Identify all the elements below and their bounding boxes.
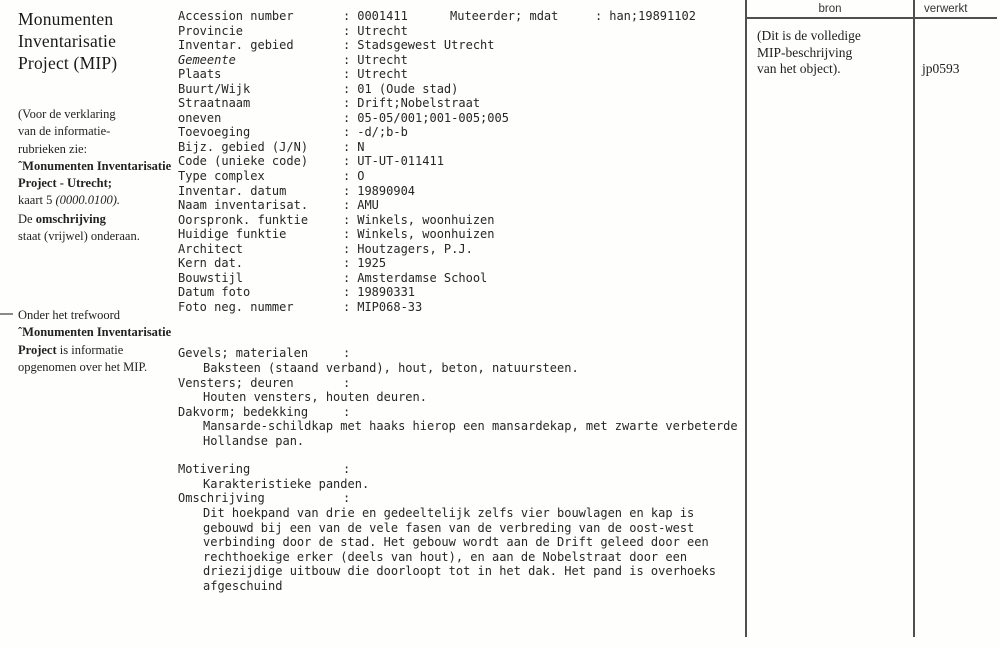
field-separator: : (343, 96, 351, 111)
section-separator: : (343, 346, 351, 361)
field-row (178, 53, 756, 68)
field-label: Code (unieke code) (178, 154, 309, 169)
field-value: UT-UT-011411 (357, 154, 444, 169)
note-line: van de informatie- (18, 124, 111, 139)
field-separator: : (343, 23, 351, 38)
section-body (178, 477, 756, 492)
field-separator: : (343, 81, 351, 96)
field-value: MIP068-33 (357, 299, 423, 314)
field-label: Accession number (178, 9, 294, 23)
note-line: Onder het trefwoord (18, 308, 121, 322)
field-value: 05-05/001;001-005;005 (357, 110, 509, 125)
section-body-line: Karakteristieke panden. (203, 476, 370, 491)
sidebar-note-explanation (18, 106, 171, 210)
section-body-line: verbinding door de stad. Het gebouw wordt aan de Drift geleed door een (203, 535, 709, 550)
note-line: rubrieken zie: (18, 141, 88, 156)
field-row (178, 154, 756, 169)
section-heading (178, 376, 756, 391)
section-separator: : (343, 404, 351, 419)
field-value: han;19891102 (609, 9, 696, 23)
field-value: Winkels, woonhuizen (357, 212, 495, 227)
note-line-bold: ˆMonumenten Inventarisatie (18, 325, 172, 340)
section-body-line: Baksteen (staand verband), hout, beton, natuursteen. (203, 361, 579, 376)
note-line: MIP-beschrijving (757, 44, 853, 60)
field-value: Utrecht (357, 67, 408, 82)
field-separator: : (595, 9, 603, 23)
note-line: staat (vrijwel) onderaan. (18, 229, 140, 244)
field-value: Amsterdamse School (357, 270, 488, 285)
field-label: Gemeente (178, 52, 236, 67)
field-label: Inventar. datum (178, 183, 287, 198)
sidebar-note-omschrijving (18, 211, 140, 246)
field-row (178, 82, 756, 97)
field-label: Provincie (178, 23, 244, 38)
section-body-line: rechthoekige erker (deels van hout), en aan de Nobelstraat door een (203, 549, 688, 564)
field-label: Buurt/Wijk (178, 81, 251, 96)
field-value: 19890904 (357, 183, 416, 198)
field-label: Oorspronk. funktie (178, 212, 309, 227)
field-row (178, 242, 756, 257)
field-row (178, 285, 756, 300)
note-line: kaart 5 (0000.0100). (18, 193, 121, 208)
field-row (178, 184, 756, 199)
note-line: Project is informatie (18, 342, 124, 357)
section-label: Omschrijving (178, 491, 265, 506)
field-value: AMU (357, 198, 379, 213)
note-line: De omschrijving (18, 212, 106, 226)
section-body-line: Dit hoekpand van drie en gedeeltelijk zelfs vier bouwlagen en kap is (203, 505, 695, 520)
field-separator: : (343, 38, 351, 53)
section-separator: : (343, 491, 351, 506)
rule-vertical-left (745, 0, 747, 637)
field-row (178, 198, 756, 213)
description-sections (178, 346, 756, 593)
field-row (178, 300, 756, 315)
section-heading (178, 491, 756, 506)
field-row (178, 24, 756, 39)
field-value: Utrecht (357, 23, 408, 38)
field-label: Architect (178, 241, 244, 256)
field-separator: : (343, 125, 351, 140)
field-label: Toevoeging (178, 125, 251, 140)
note-line: (Dit is de volledige (757, 28, 861, 43)
field-value: Drift;Nobelstraat (357, 96, 481, 111)
field-separator: : (343, 285, 351, 300)
section-body-line: driezijdige uitbouw die doorloopt tot in het dak. Het pand is overhoeks (203, 564, 716, 579)
section-body-line: afgeschuind (203, 578, 283, 593)
section-heading (178, 462, 756, 477)
section-heading (178, 405, 756, 420)
field-label: Foto neg. nummer (178, 299, 294, 314)
section-label: Motivering (178, 462, 251, 477)
section-label: Gevels; materialen (178, 346, 309, 361)
field-value: 0001411 (357, 9, 408, 23)
field-separator: : (343, 270, 351, 285)
note-line: (Voor de verklaring (18, 107, 116, 121)
section-gevels-materialen (178, 346, 756, 375)
field-separator: : (343, 52, 351, 67)
field-row (178, 38, 756, 53)
field-label: Kern dat. (178, 256, 244, 271)
field-separator: : (343, 241, 351, 256)
field-label: Straatnaam (178, 96, 251, 111)
sidebar-note-trefwoord (18, 307, 171, 376)
section-body-line: gebouwd bij een van de vele fasen van de verbreding van de oost-west (203, 520, 695, 535)
field-list (178, 9, 756, 314)
section-heading (178, 346, 756, 361)
field-value: Winkels, woonhuizen (357, 227, 495, 242)
field-separator: : (343, 183, 351, 198)
field-label: Bijz. gebied (J/N) (178, 139, 309, 154)
field-row (178, 67, 756, 82)
field-row (178, 111, 756, 126)
field-value: Houtzagers, P.J. (357, 241, 473, 256)
section-omschrijving (178, 491, 756, 593)
margin-tick-mark (0, 313, 13, 315)
field-separator: : (343, 9, 351, 23)
field-separator: : (343, 212, 351, 227)
title-line: Inventarisatie (18, 31, 117, 51)
field-row (178, 256, 756, 271)
title-line: Monumenten (18, 9, 114, 29)
section-separator: : (343, 375, 351, 390)
record-body (178, 9, 756, 593)
note-line-bold: ˆMonumenten Inventarisatie (18, 158, 172, 173)
section-dakvorm-bedekking (178, 405, 756, 449)
field-value: 1925 (357, 256, 387, 271)
field-value: 01 (Oude stad) (357, 81, 459, 96)
field-label: Inventar. gebied (178, 38, 294, 53)
section-body (178, 390, 756, 405)
field-value: -d/;b-b (357, 125, 408, 140)
field-row (178, 213, 756, 228)
column-header-bron: bron (818, 3, 842, 15)
section-body-line: Hollandse pan. (203, 433, 305, 448)
section-separator: : (343, 462, 351, 477)
section-body (178, 419, 756, 448)
field-label: Plaats (178, 67, 222, 82)
muteerder-field (450, 9, 696, 24)
field-row (178, 271, 756, 286)
section-body-line: Houten vensters, houten deuren. (203, 390, 427, 405)
section-body (178, 361, 756, 376)
note-line: van het object). (757, 61, 841, 77)
section-body-line: Mansarde-schildkap met haaks hierop een mansardekap, met zwarte verbeterde (203, 419, 738, 434)
field-label: Naam inventarisat. (178, 198, 309, 213)
field-separator: : (343, 154, 351, 169)
field-label: Datum foto (178, 285, 251, 300)
field-label: Muteerder; mdat (450, 9, 559, 23)
field-separator: : (343, 227, 351, 242)
verwerkt-code: jp0593 (922, 61, 960, 76)
field-row (178, 96, 756, 111)
field-separator: : (343, 110, 351, 125)
rule-header-underline (745, 17, 997, 19)
section-vensters-deuren (178, 376, 756, 405)
field-label: Type complex (178, 169, 265, 184)
field-row (178, 227, 756, 242)
field-separator: : (343, 169, 351, 184)
field-row (178, 140, 756, 155)
rule-vertical-right (913, 0, 915, 637)
field-label: oneven (178, 110, 222, 125)
field-value: O (357, 169, 365, 184)
column-header-verwerkt: verwerkt (924, 3, 968, 15)
field-separator: : (343, 139, 351, 154)
note-line-bold: Project - Utrecht; (18, 176, 112, 191)
field-label: Bouwstijl (178, 270, 244, 285)
field-separator: : (343, 67, 351, 82)
field-separator: : (343, 198, 351, 213)
section-motivering (178, 462, 756, 491)
section-label: Dakvorm; bedekking (178, 404, 309, 419)
field-separator: : (343, 256, 351, 271)
field-value: Stadsgewest Utrecht (357, 38, 495, 53)
section-label: Vensters; deuren (178, 375, 294, 390)
field-separator: : (343, 299, 351, 314)
bron-note (757, 28, 861, 78)
field-row (178, 169, 756, 184)
document-title (18, 8, 117, 74)
note-line: opgenomen over het MIP. (18, 359, 148, 374)
section-body (178, 506, 756, 593)
field-value: 19890331 (357, 285, 416, 300)
field-value: N (357, 139, 365, 154)
field-label: Huidige funktie (178, 227, 287, 242)
field-value: Utrecht (357, 52, 408, 67)
field-row (178, 125, 756, 140)
title-line: Project (MIP) (18, 53, 118, 73)
